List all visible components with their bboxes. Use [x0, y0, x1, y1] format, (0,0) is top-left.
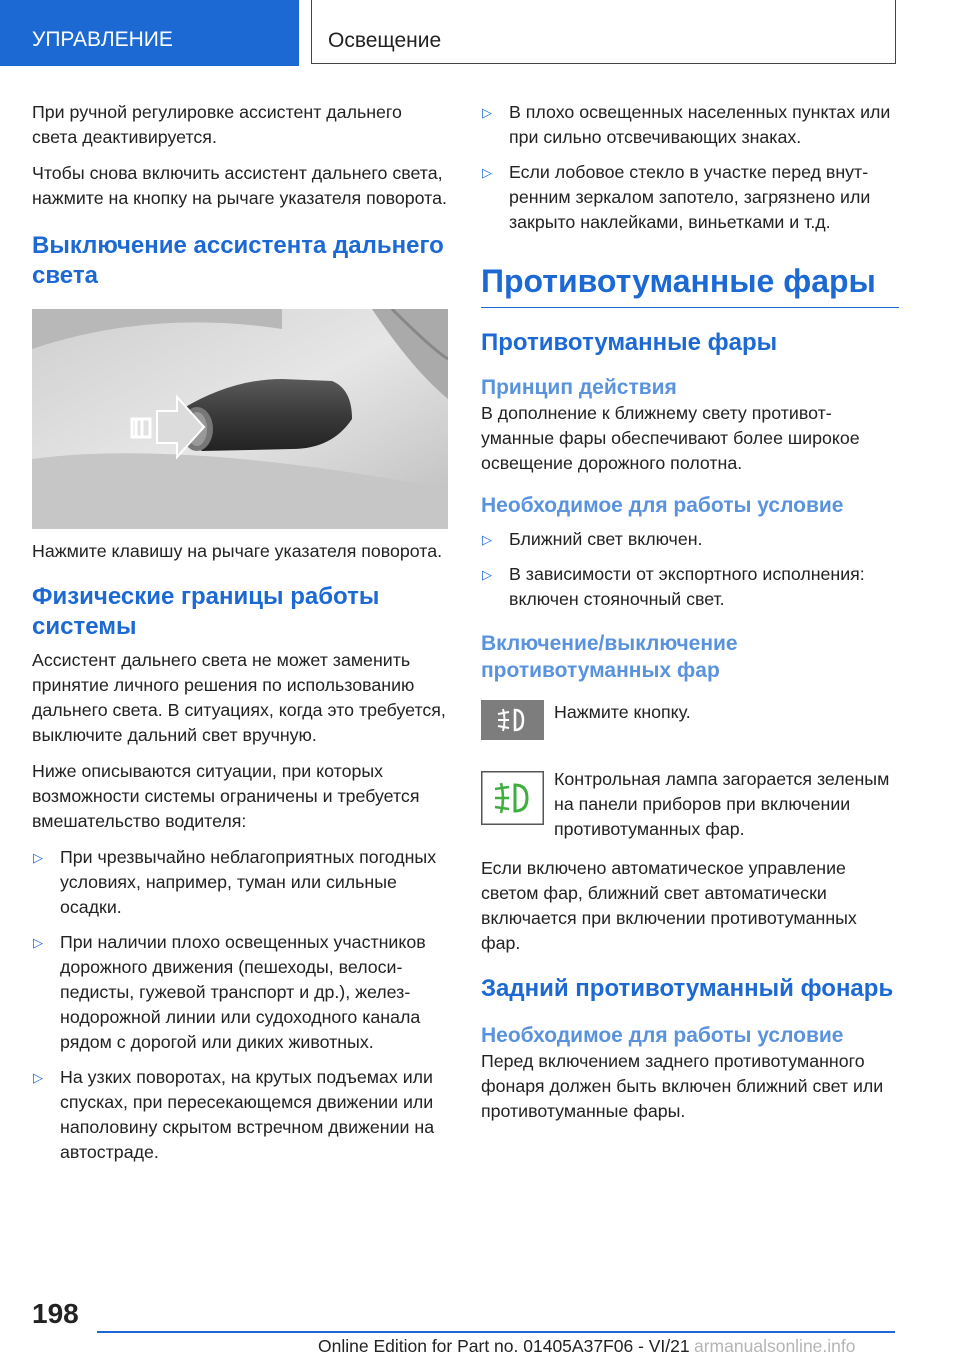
list-item: ▷ На узких поворотах, на крутых подъемах или спусках, при пересекающемся движении или наполовину скрытом встречном движении на автостраде.: [32, 1065, 450, 1165]
left-column: [32, 100, 450, 1175]
heading-rear-fog: Задний противотуманный фонарь: [481, 975, 894, 1002]
indicator-box: [481, 771, 544, 830]
triangle-right-icon: ▷: [482, 105, 492, 120]
chapter-heading: Противотуманные фары: [481, 261, 899, 308]
paragraph: Перед включением заднего противотуманного фонаря должен быть включен ближний свет или противотуманные фары.: [481, 1051, 884, 1121]
triangle-right-icon: ▷: [33, 850, 43, 865]
paragraph: Ниже описываются ситуации, при которых возможности системы ограничены и требуется вмешательство водителя:: [32, 761, 420, 831]
heading-assist-off: Выключение ассистента дальнего света: [32, 232, 444, 289]
subheading-condition: Необходимое для работы условие: [481, 1024, 844, 1047]
button-row: [481, 700, 899, 745]
subheading-toggle: Включение/выключение противотуманных фар: [481, 632, 738, 682]
list-item: ▷ При чрезвычайно неблагоприятных погодных условиях, например, туман или сильные осадки.: [32, 845, 450, 920]
fog-indicator-icon: [481, 771, 544, 825]
lever-photo: [32, 309, 448, 529]
press-text: Нажмите кнопку.: [554, 702, 691, 722]
right-column: [481, 100, 899, 1135]
subheading-condition: Необходимое для работы условие: [481, 494, 844, 517]
list-item: ▷ В зависимости от экспортного исполнения: включен стояночный свет.: [481, 562, 899, 612]
watermark: armanualsonline.info: [694, 1336, 856, 1356]
list-item: ▷ Если лобовое стекло в участке перед внутренним зеркалом запотело, загрязнено или закрыто наклейками, виньетками и т.д.: [481, 160, 899, 235]
edition-text: Online Edition for Part no. 01405A37F06 - VI/21: [318, 1336, 690, 1356]
triangle-right-icon: ▷: [482, 165, 492, 180]
section-heading: Противотуманные фары: [481, 329, 778, 356]
heading-limits: Физические границы работы системы: [32, 583, 380, 640]
page-number: 198: [32, 1298, 79, 1329]
section-tab: УПРАВЛЕНИЕ: [0, 0, 299, 66]
triangle-right-icon: ▷: [482, 567, 492, 582]
footer-rule: [97, 1331, 895, 1333]
topic-tab: Освещение: [311, 0, 896, 64]
turn-signal-lever-image: [32, 309, 448, 529]
paragraph: Ассистент дальнего света не может заменить принятие личного решения по использованию дальнего света. В ситуациях, когда это требуется, выключите дальний свет вручную.: [32, 650, 446, 745]
indicator-row: [481, 767, 899, 842]
photo-caption: Нажмите клавишу на рычаге указателя поворота.: [32, 541, 443, 561]
fog-button-box: [481, 700, 544, 745]
indicator-text: Контрольная лампа загорается зеленым на панели приборов при включении противотуманных фар.: [554, 769, 890, 839]
paragraph: Если включено автоматическое управление светом фар, ближний свет автоматически включается при включении противотуманных фар.: [481, 858, 857, 953]
list-item: ▷ Ближний свет включен.: [481, 527, 899, 552]
paragraph: Чтобы снова включить ассистент дальнего света, нажмите на кнопку на рычаге указателя поворота.: [32, 163, 447, 208]
subheading-principle: Принцип действия: [481, 376, 677, 399]
triangle-right-icon: ▷: [33, 935, 43, 950]
list-item: ▷ При наличии плохо освещенных участников дорожного движения (пешеходы, велосипедисты, гужевой транспорт и др.), железнодорожной линии или судоходного канала рядом с дорогой или диких животных.: [32, 930, 450, 1055]
paragraph: При ручной регулировке ассистент дальнего света деактивируется.: [32, 102, 402, 147]
front-fog-light-icon: [481, 700, 544, 740]
list-item: ▷ В плохо освещенных населенных пунктах или при сильно отсвечивающих знаках.: [481, 100, 899, 150]
triangle-right-icon: ▷: [33, 1070, 43, 1085]
paragraph: В дополнение к ближнему свету противотуманные фары обеспечивают более широкое освещение дорожного полотна.: [481, 403, 860, 473]
triangle-right-icon: ▷: [482, 532, 492, 547]
